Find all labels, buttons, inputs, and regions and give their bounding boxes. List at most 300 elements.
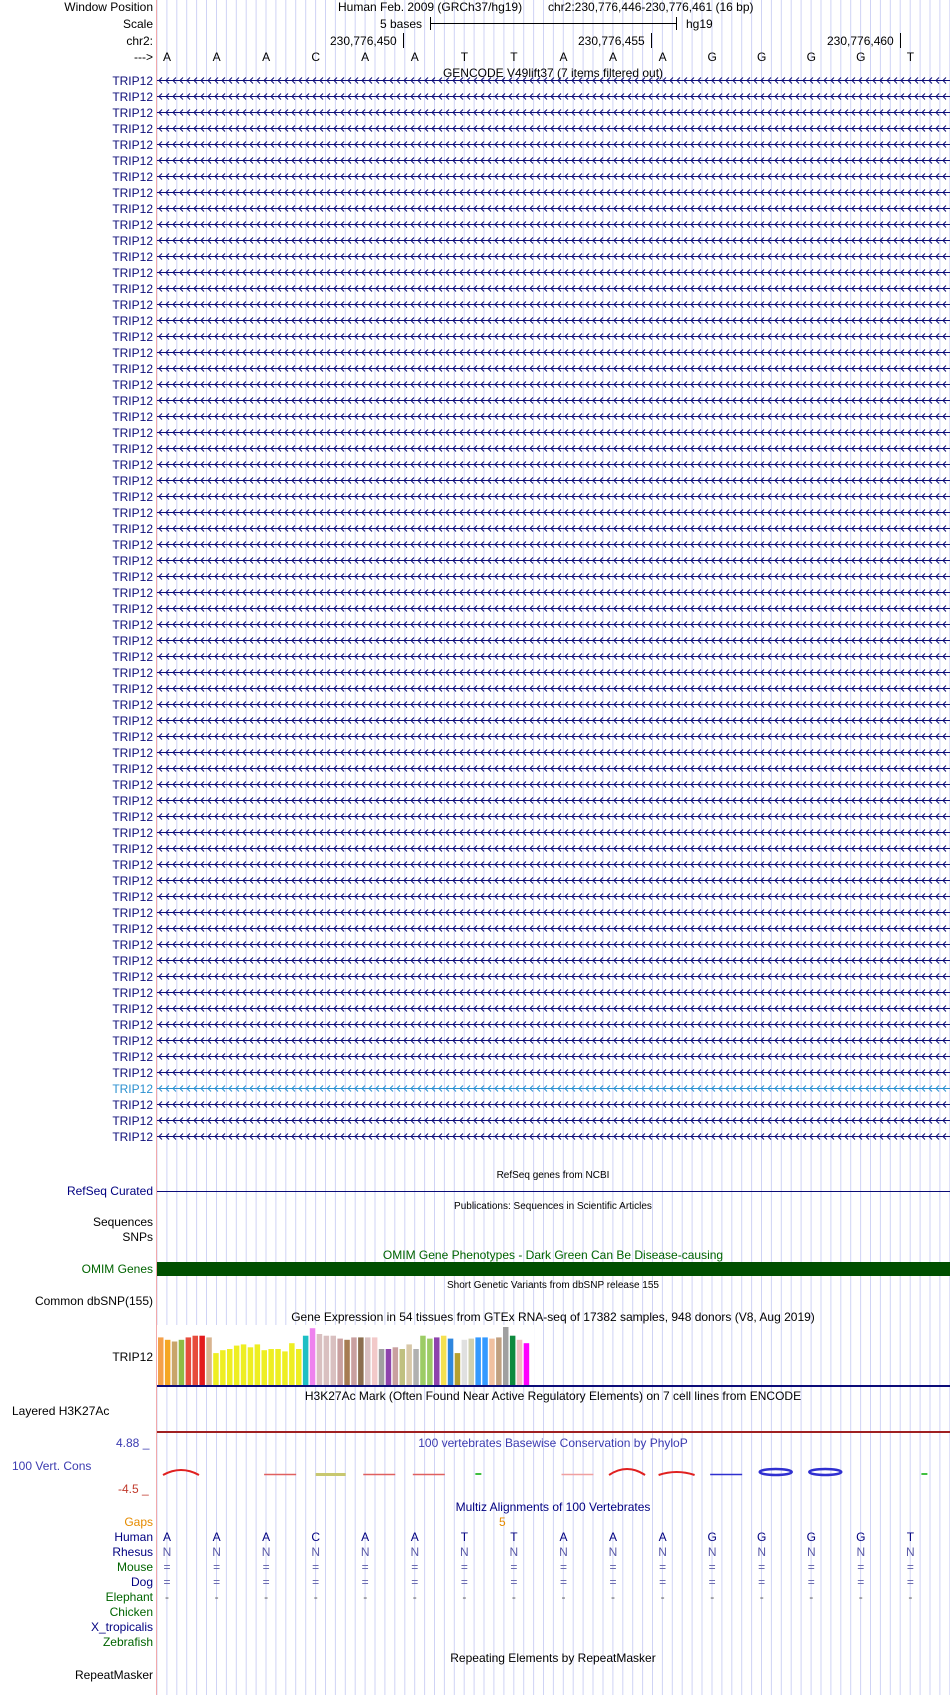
gencode-transcript[interactable] xyxy=(157,300,950,309)
omim-phenotype-bar[interactable] xyxy=(157,1262,950,1276)
alignment-base: = xyxy=(312,1560,320,1574)
gencode-gene-label[interactable]: TRIP12 xyxy=(112,1114,153,1128)
alignment-base: A xyxy=(410,1530,419,1544)
alignment-base: = xyxy=(411,1560,419,1574)
alignment-base: - xyxy=(214,1590,219,1604)
gencode-gene-label[interactable]: TRIP12 xyxy=(112,634,153,648)
alignment-base: N xyxy=(608,1545,618,1559)
alignment-base: = xyxy=(312,1575,320,1589)
gencode-transcript[interactable] xyxy=(157,700,950,709)
gencode-gene-label[interactable]: TRIP12 xyxy=(112,490,153,504)
base-letter: A xyxy=(410,50,419,64)
alignment-base: = xyxy=(361,1575,369,1589)
gtex-tissue-bar xyxy=(310,1328,316,1385)
gencode-transcript[interactable] xyxy=(157,508,950,517)
alignment-base: - xyxy=(908,1590,913,1604)
alignment-base: - xyxy=(313,1590,318,1604)
gencode-gene-label[interactable]: TRIP12 xyxy=(112,986,153,1000)
alignment-base: = xyxy=(659,1575,667,1589)
phylop-track-label[interactable]: 100 Vert. Cons xyxy=(12,1459,92,1473)
gencode-gene-label[interactable]: TRIP12 xyxy=(112,170,153,184)
h3k27ac-track-label[interactable]: Layered H3K27Ac xyxy=(12,1404,110,1418)
multiz-species-label[interactable]: Dog xyxy=(130,1575,153,1589)
base-letter: A xyxy=(162,50,171,64)
gtex-tissue-bar xyxy=(282,1351,288,1385)
gencode-transcript[interactable] xyxy=(157,780,950,789)
gtex-tissue-bar xyxy=(400,1349,406,1385)
gtex-tissue-bar xyxy=(172,1342,178,1386)
gtex-tissue-bar xyxy=(420,1336,426,1385)
alignment-base: C xyxy=(311,1530,321,1544)
gencode-transcript[interactable] xyxy=(157,908,950,917)
alignment-base: T xyxy=(460,1530,469,1544)
base-letter: T xyxy=(510,50,518,64)
gencode-transcript[interactable] xyxy=(157,1132,950,1141)
gtex-tissue-bar xyxy=(317,1334,323,1385)
gencode-gene-label[interactable]: TRIP12 xyxy=(112,746,153,760)
gencode-gene-label[interactable]: TRIP12 xyxy=(112,106,153,120)
alignment-base: - xyxy=(412,1590,417,1604)
multiz-gaps-label[interactable]: Gaps xyxy=(124,1515,153,1529)
gencode-gene-label[interactable]: TRIP12 xyxy=(112,362,153,376)
alignment-base: = xyxy=(510,1560,518,1574)
gtex-tissue-bar xyxy=(462,1340,468,1385)
region-text: chr2:230,776,446-230,776,461 (16 bp) xyxy=(548,0,754,14)
gencode-transcript[interactable] xyxy=(157,588,950,597)
gencode-gene-label[interactable]: TRIP12 xyxy=(112,1098,153,1112)
gencode-transcript[interactable] xyxy=(157,812,950,821)
alignment-base: - xyxy=(165,1590,169,1604)
base-letter: T xyxy=(460,50,469,64)
gencode-gene-label[interactable]: TRIP12 xyxy=(112,618,153,632)
gencode-transcript[interactable] xyxy=(157,876,950,885)
phylop-score-mark xyxy=(760,1469,792,1475)
publications-snps-label[interactable]: SNPs xyxy=(122,1230,153,1244)
pos-tick-mark-2 xyxy=(651,33,652,48)
gencode-transcript[interactable] xyxy=(157,1100,950,1109)
gtex-tissue-bar xyxy=(324,1336,330,1385)
gencode-gene-label[interactable]: TRIP12 xyxy=(112,762,153,776)
gencode-gene-label[interactable]: TRIP12 xyxy=(112,1034,153,1048)
gencode-transcript[interactable] xyxy=(157,252,950,261)
alignment-base: A xyxy=(212,1530,221,1544)
alignment-base: = xyxy=(460,1575,468,1589)
gencode-transcript[interactable] xyxy=(157,1084,950,1093)
alignment-base: = xyxy=(609,1560,617,1574)
gencode-gene-label[interactable]: TRIP12 xyxy=(112,298,153,312)
gencode-gene-label[interactable]: TRIP12 xyxy=(112,314,153,328)
gencode-transcript[interactable] xyxy=(157,844,950,853)
gencode-transcript[interactable] xyxy=(157,460,950,469)
gencode-gene-label[interactable]: TRIP12 xyxy=(112,858,153,872)
gencode-transcript[interactable] xyxy=(157,924,950,933)
gtex-tissue-bar xyxy=(406,1344,412,1385)
phylop-y-max: 4.88 _ xyxy=(116,1436,150,1450)
multiz-gaps-value: 5 xyxy=(499,1515,506,1529)
base-letter: G xyxy=(707,50,717,64)
gencode-transcript[interactable] xyxy=(157,380,950,389)
gencode-transcript[interactable] xyxy=(157,316,950,325)
alignment-base: = xyxy=(213,1560,221,1574)
gencode-gene-label[interactable]: TRIP12 xyxy=(112,794,153,808)
gtex-tissue-bar xyxy=(344,1340,350,1385)
gencode-gene-label[interactable]: TRIP12 xyxy=(112,138,153,152)
gtex-tissue-bar xyxy=(193,1336,199,1385)
alignment-base: = xyxy=(659,1560,667,1574)
gtex-tissue-bar xyxy=(358,1337,364,1385)
gencode-transcript[interactable] xyxy=(157,1004,950,1013)
base-letter: A xyxy=(608,50,617,64)
gencode-transcript[interactable] xyxy=(157,716,950,725)
alignment-base: = xyxy=(758,1560,766,1574)
gtex-track-label[interactable]: TRIP12 xyxy=(112,1350,153,1364)
gencode-transcript[interactable] xyxy=(157,396,950,405)
gencode-gene-label[interactable]: TRIP12 xyxy=(112,282,153,296)
gencode-transcript[interactable] xyxy=(157,620,950,629)
gencode-transcript[interactable] xyxy=(157,332,950,341)
gencode-transcript[interactable] xyxy=(157,972,950,981)
gtex-tissue-bar xyxy=(448,1339,454,1385)
gtex-tissue-bar xyxy=(434,1337,440,1385)
gtex-tissue-bar xyxy=(206,1337,212,1385)
gencode-gene-label[interactable]: TRIP12 xyxy=(112,410,153,424)
gencode-transcript[interactable] xyxy=(157,156,950,165)
gencode-gene-label[interactable]: TRIP12 xyxy=(112,586,153,600)
refseq-gene-line[interactable] xyxy=(157,1191,950,1192)
gtex-tissue-bar xyxy=(413,1349,419,1385)
gencode-gene-label[interactable]: TRIP12 xyxy=(112,890,153,904)
h3k27ac-signal-line[interactable] xyxy=(157,1431,950,1433)
gencode-transcript[interactable] xyxy=(157,284,950,293)
gencode-gene-label[interactable]: TRIP12 xyxy=(112,522,153,536)
gencode-gene-label[interactable]: TRIP12 xyxy=(112,426,153,440)
multiz-species-label[interactable]: Rhesus xyxy=(112,1545,153,1559)
gencode-transcript[interactable] xyxy=(157,236,950,245)
alignment-base: A xyxy=(361,1530,370,1544)
gencode-transcript[interactable] xyxy=(157,364,950,373)
gtex-tissue-bar xyxy=(296,1349,302,1385)
alignment-base: N xyxy=(658,1545,667,1559)
base-letter: T xyxy=(906,50,915,64)
gtex-tissue-bar xyxy=(248,1347,254,1385)
gtex-tissue-bar xyxy=(351,1337,357,1385)
base-letter: A xyxy=(361,50,370,64)
gencode-gene-label[interactable]: TRIP12 xyxy=(112,202,153,216)
publications-sequences-label[interactable]: Sequences xyxy=(92,1215,153,1229)
gencode-transcript[interactable] xyxy=(157,204,950,213)
gencode-transcript[interactable] xyxy=(157,572,950,581)
dbsnp-track-label[interactable]: Common dbSNP(155) xyxy=(34,1294,153,1308)
gencode-transcript[interactable] xyxy=(157,636,950,645)
gtex-tissue-bar xyxy=(331,1336,337,1385)
gencode-gene-label[interactable]: TRIP12 xyxy=(112,682,153,696)
multiz-species-label[interactable]: Zebrafish xyxy=(102,1635,153,1649)
gtex-tissue-bar xyxy=(372,1337,378,1385)
gencode-gene-label[interactable]: TRIP12 xyxy=(112,570,153,584)
alignment-base: A xyxy=(262,1530,271,1544)
alignment-base: N xyxy=(311,1545,321,1559)
gencode-gene-label[interactable]: TRIP12 xyxy=(112,1018,153,1032)
gencode-transcript[interactable] xyxy=(157,668,950,677)
gtex-tissue-bar xyxy=(241,1344,247,1385)
gencode-transcript[interactable] xyxy=(157,524,950,533)
gencode-gene-label[interactable]: TRIP12 xyxy=(112,154,153,168)
gencode-transcript[interactable] xyxy=(157,220,950,229)
gencode-gene-label[interactable]: TRIP12 xyxy=(112,554,153,568)
pos-tick-1: 230,776,450 xyxy=(330,34,397,48)
multiz-track-title: Multiz Alignments of 100 Vertebrates xyxy=(455,1500,651,1514)
base-letter: G xyxy=(806,50,816,64)
alignment-base: = xyxy=(807,1575,815,1589)
alignment-base: = xyxy=(361,1560,369,1574)
gencode-gene-label[interactable]: TRIP12 xyxy=(112,122,153,136)
phylop-y-min: -4.5 _ xyxy=(118,1482,149,1496)
gencode-gene-label[interactable]: TRIP12 xyxy=(112,474,153,488)
alignment-base: - xyxy=(710,1590,715,1604)
gencode-gene-label[interactable]: TRIP12 xyxy=(112,1082,153,1096)
alignment-base: N xyxy=(509,1545,519,1559)
alignment-base: N xyxy=(906,1545,915,1559)
gencode-transcript[interactable] xyxy=(157,652,950,661)
gencode-gene-label[interactable]: TRIP12 xyxy=(112,218,153,232)
repeatmasker-track-label[interactable]: RepeatMasker xyxy=(74,1668,153,1682)
gencode-gene-label[interactable]: TRIP12 xyxy=(112,602,153,616)
gtex-tissue-bar xyxy=(186,1337,192,1385)
gencode-gene-label[interactable]: TRIP12 xyxy=(112,810,153,824)
alignment-base: T xyxy=(906,1530,915,1544)
gtex-tissue-bar xyxy=(496,1337,502,1385)
gtex-tissue-bar xyxy=(469,1339,475,1385)
gencode-transcript[interactable] xyxy=(157,172,950,181)
gencode-transcript[interactable] xyxy=(157,892,950,901)
alignment-base: N xyxy=(707,1545,717,1559)
gencode-transcript[interactable] xyxy=(157,76,950,85)
gencode-gene-label[interactable]: TRIP12 xyxy=(112,394,153,408)
gencode-gene-label[interactable]: TRIP12 xyxy=(112,730,153,744)
h3k27ac-track-title: H3K27Ac Mark (Often Found Near Active Regulatory Elements) on 7 cell lines from ENCODE xyxy=(304,1389,802,1403)
gencode-gene-label[interactable]: TRIP12 xyxy=(112,330,153,344)
gtex-tissue-bar xyxy=(158,1337,164,1385)
alignment-base: = xyxy=(213,1575,221,1589)
omim-track-title: OMIM Gene Phenotypes - Dark Green Can Be Disease-causing xyxy=(382,1248,724,1262)
gencode-transcript[interactable] xyxy=(157,860,950,869)
gencode-gene-label[interactable]: TRIP12 xyxy=(112,506,153,520)
gtex-tissue-bar xyxy=(337,1339,343,1385)
gtex-tissue-bar xyxy=(213,1353,219,1385)
dbsnp-track-title: Short Genetic Variants from dbSNP release 155 xyxy=(447,1280,659,1291)
gencode-transcript[interactable] xyxy=(157,1116,950,1125)
gencode-transcript[interactable] xyxy=(157,956,950,965)
alignment-base: N xyxy=(360,1545,370,1559)
gencode-gene-label[interactable]: TRIP12 xyxy=(112,186,153,200)
alignment-base: = xyxy=(906,1575,914,1589)
multiz-species-label[interactable]: Mouse xyxy=(116,1560,153,1574)
gencode-gene-label[interactable]: TRIP12 xyxy=(112,698,153,712)
gencode-gene-label[interactable]: TRIP12 xyxy=(112,378,153,392)
gencode-gene-label[interactable]: TRIP12 xyxy=(112,266,153,280)
alignment-base: N xyxy=(559,1545,568,1559)
gencode-gene-label[interactable]: TRIP12 xyxy=(112,922,153,936)
gencode-gene-label[interactable]: TRIP12 xyxy=(112,938,153,952)
base-letter: G xyxy=(757,50,767,64)
scale-bar-end xyxy=(676,17,677,30)
base-letter: A xyxy=(262,50,271,64)
gencode-transcript[interactable] xyxy=(157,476,950,485)
gtex-tissue-bar xyxy=(393,1347,399,1385)
gtex-tissue-bar xyxy=(179,1340,185,1385)
multiz-species-label[interactable]: X_tropicalis xyxy=(90,1620,153,1634)
gencode-transcript[interactable] xyxy=(157,604,950,613)
gencode-gene-label[interactable]: TRIP12 xyxy=(112,650,153,664)
alignment-base: = xyxy=(411,1575,419,1589)
gencode-transcript[interactable] xyxy=(157,412,950,421)
gtex-expression-bars[interactable] xyxy=(157,1325,950,1387)
gencode-gene-label[interactable]: TRIP12 xyxy=(112,842,153,856)
refseq-track-label[interactable]: RefSeq Curated xyxy=(66,1184,153,1198)
gencode-gene-label[interactable]: TRIP12 xyxy=(112,90,153,104)
gencode-gene-label[interactable]: TRIP12 xyxy=(112,346,153,360)
base-letter: A xyxy=(559,50,568,64)
alignment-base: G xyxy=(856,1530,866,1544)
gencode-transcript[interactable] xyxy=(157,124,950,133)
alignment-base: G xyxy=(757,1530,767,1544)
alignment-base: - xyxy=(759,1590,764,1604)
gencode-gene-label[interactable]: TRIP12 xyxy=(112,954,153,968)
gencode-gene-label[interactable]: TRIP12 xyxy=(112,714,153,728)
alignment-base: N xyxy=(460,1545,469,1559)
gtex-tissue-bar xyxy=(275,1349,281,1385)
gencode-transcript[interactable] xyxy=(157,428,950,437)
alignment-base: N xyxy=(806,1545,816,1559)
gencode-gene-label[interactable]: TRIP12 xyxy=(112,1050,153,1064)
gtex-tissue-bar xyxy=(255,1344,261,1385)
gencode-transcript[interactable] xyxy=(157,444,950,453)
gtex-tissue-bar xyxy=(455,1353,461,1385)
alignment-base: N xyxy=(162,1545,172,1559)
gencode-gene-label[interactable]: TRIP12 xyxy=(112,538,153,552)
assembly-text: Human Feb. 2009 (GRCh37/hg19) xyxy=(338,0,523,14)
alignment-base: - xyxy=(611,1590,615,1604)
alignment-base: N xyxy=(757,1545,767,1559)
gencode-gene-label[interactable]: TRIP12 xyxy=(112,778,153,792)
alignment-base: = xyxy=(758,1575,766,1589)
alignment-base: - xyxy=(363,1590,368,1604)
alignment-base: T xyxy=(510,1530,518,1544)
alignment-base: - xyxy=(660,1590,665,1604)
gencode-gene-label[interactable]: TRIP12 xyxy=(112,666,153,680)
gencode-transcript[interactable] xyxy=(157,92,950,101)
gtex-tissue-bar xyxy=(199,1336,205,1385)
gtex-tissue-bar xyxy=(379,1349,385,1385)
gtex-tissue-bar xyxy=(517,1340,523,1385)
alignment-base: = xyxy=(609,1575,617,1589)
gtex-tissue-bar xyxy=(234,1346,240,1385)
alignment-base: - xyxy=(511,1590,516,1604)
alignment-base: - xyxy=(809,1590,814,1604)
gencode-gene-label[interactable]: TRIP12 xyxy=(112,250,153,264)
alignment-base: = xyxy=(857,1560,865,1574)
gencode-transcript[interactable] xyxy=(157,1052,950,1061)
gencode-gene-label[interactable]: TRIP12 xyxy=(112,874,153,888)
gencode-gene-label[interactable]: TRIP12 xyxy=(112,1002,153,1016)
gencode-transcript[interactable] xyxy=(157,796,950,805)
base-letter: G xyxy=(856,50,866,64)
gencode-transcript[interactable] xyxy=(157,764,950,773)
scale-bar-start xyxy=(430,17,431,30)
gencode-transcript[interactable] xyxy=(157,732,950,741)
gencode-gene-label[interactable]: TRIP12 xyxy=(112,1130,153,1144)
gencode-transcript[interactable] xyxy=(157,988,950,997)
gencode-gene-label[interactable]: TRIP12 xyxy=(112,234,153,248)
gencode-transcript[interactable] xyxy=(157,188,950,197)
gencode-gene-label[interactable]: TRIP12 xyxy=(112,970,153,984)
gencode-transcript[interactable] xyxy=(157,348,950,357)
gencode-transcript[interactable] xyxy=(157,828,950,837)
multiz-species-label[interactable]: Elephant xyxy=(105,1590,153,1604)
phylop-conservation-plot[interactable] xyxy=(157,1460,950,1480)
alignment-base: = xyxy=(906,1560,914,1574)
publications-track-title: Publications: Sequences in Scientific Articles xyxy=(454,1201,652,1212)
gencode-track-title: GENCODE V49lift37 (7 items filtered out) xyxy=(442,66,664,80)
gencode-transcript[interactable] xyxy=(157,1020,950,1029)
phylop-score-mark xyxy=(163,1470,199,1475)
alignment-base: = xyxy=(559,1575,567,1589)
gencode-gene-label[interactable]: TRIP12 xyxy=(112,906,153,920)
gencode-transcript[interactable] xyxy=(157,940,950,949)
scale-text: 5 bases xyxy=(380,17,423,31)
multiz-species-label[interactable]: Human xyxy=(114,1530,153,1544)
gencode-gene-label[interactable]: TRIP12 xyxy=(112,458,153,472)
alignment-base: - xyxy=(858,1590,863,1604)
gencode-transcript[interactable] xyxy=(157,684,950,693)
alignment-base: - xyxy=(561,1590,566,1604)
alignment-base: = xyxy=(807,1560,815,1574)
gencode-gene-label[interactable]: TRIP12 xyxy=(112,74,153,88)
gencode-transcript[interactable] xyxy=(157,492,950,501)
scale-bar xyxy=(430,23,677,24)
gencode-transcript[interactable] xyxy=(157,748,950,757)
gtex-tissue-bar xyxy=(510,1336,516,1385)
omim-track-label[interactable]: OMIM Genes xyxy=(81,1262,153,1276)
alignment-base: N xyxy=(261,1545,271,1559)
gencode-transcript[interactable] xyxy=(157,140,950,149)
gtex-tissue-bar xyxy=(482,1337,488,1385)
alignment-base: = xyxy=(163,1560,171,1574)
gencode-gene-label[interactable]: TRIP12 xyxy=(112,442,153,456)
phylop-score-mark xyxy=(609,1469,645,1475)
gencode-gene-label[interactable]: TRIP12 xyxy=(112,826,153,840)
gtex-tissue-bar xyxy=(503,1327,509,1385)
alignment-base: - xyxy=(462,1590,467,1604)
alignment-base: = xyxy=(857,1575,865,1589)
alignment-base: - xyxy=(264,1590,269,1604)
alignment-base: = xyxy=(559,1560,567,1574)
alignment-base: A xyxy=(608,1530,617,1544)
gencode-transcript[interactable] xyxy=(157,1068,950,1077)
multiz-species-label[interactable]: Chicken xyxy=(109,1605,153,1619)
gencode-gene-label[interactable]: TRIP12 xyxy=(112,1066,153,1080)
gencode-transcript[interactable] xyxy=(157,1036,950,1045)
base-letter: A xyxy=(212,50,221,64)
alignment-base: A xyxy=(559,1530,568,1544)
pos-tick-3: 230,776,460 xyxy=(827,34,894,48)
phylop-score-mark xyxy=(316,1473,346,1476)
gencode-transcript[interactable] xyxy=(157,268,950,277)
gencode-transcript[interactable] xyxy=(157,540,950,549)
gencode-transcript[interactable] xyxy=(157,556,950,565)
gencode-transcript[interactable] xyxy=(157,108,950,117)
db-text: hg19 xyxy=(686,17,713,31)
